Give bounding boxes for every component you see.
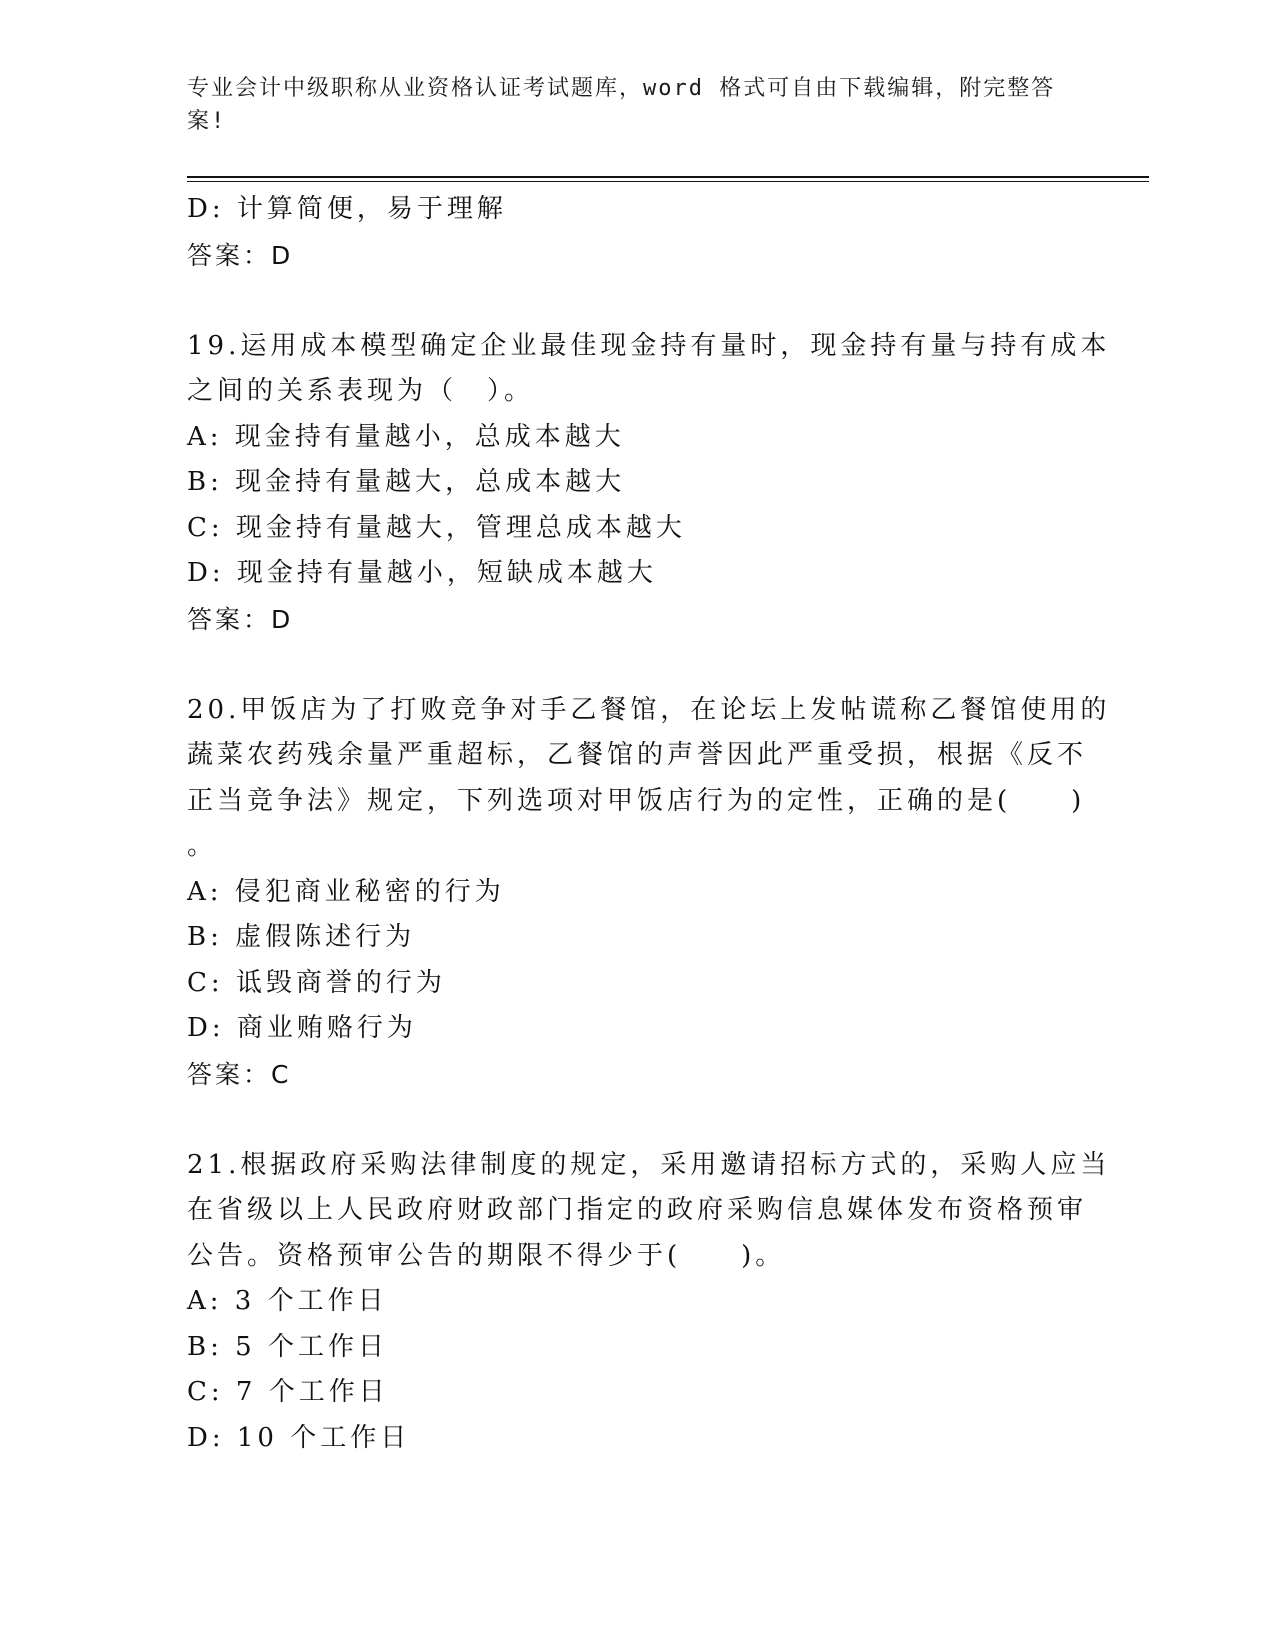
question-20-stem-line-1: 20.甲饭店为了打败竞争对手乙餐馆，在论坛上发帖谎称乙餐馆使用的 — [187, 694, 1111, 725]
question-19 — [187, 324, 1111, 643]
header-line-1: 专业会计中级职称从业资格认证考试题库，word 格式可自由下载编辑，附完整答 — [187, 76, 1056, 101]
question-19-stem-line-1: 19.运用成本模型确定企业最佳现金持有量时，现金持有量与持有成本 — [187, 330, 1111, 361]
question-20-option-d: D: 商业贿赂行为 — [187, 1013, 417, 1043]
question-21-stem-line-1: 21.根据政府采购法律制度的规定，采用邀请招标方式的，采购人应当 — [187, 1149, 1111, 1180]
spacer — [187, 1097, 1087, 1143]
question-21-option-b: B: 5 个工作日 — [187, 1331, 388, 1362]
question-21 — [187, 1143, 1111, 1462]
spacer — [187, 278, 1087, 324]
header-line-2: 案! — [187, 109, 227, 134]
question-20-stem-line-4: 。 — [187, 831, 218, 861]
question-19-stem-line-2: 之间的关系表现为（ ）。 — [187, 376, 535, 406]
document-body — [187, 187, 1111, 1461]
previous-option-d: D: 计算简便，易于理解 — [187, 194, 507, 224]
question-19-answer: 答案：D — [187, 604, 294, 634]
header-divider-thin — [187, 181, 1149, 182]
question-20-option-a: A: 侵犯商业秘密的行为 — [187, 876, 505, 907]
page-header — [187, 72, 1067, 138]
question-20-answer: 答案：C — [187, 1059, 292, 1089]
question-21-option-a: A: 3 个工作日 — [187, 1286, 388, 1316]
question-19-option-c: C: 现金持有量越大，管理总成本越大 — [187, 512, 686, 543]
question-19-option-d: D: 现金持有量越小，短缺成本越大 — [187, 558, 657, 588]
previous-answer: 答案：D — [187, 240, 294, 270]
question-20-stem-line-2: 蔬菜农药残余量严重超标，乙餐馆的声誉因此严重受损，根据《反不 — [187, 740, 1088, 770]
header-divider-thick — [187, 176, 1149, 178]
spacer — [187, 642, 1087, 688]
question-21-option-c: C: 7 个工作日 — [187, 1377, 389, 1407]
question-20-stem-line-3: 正当竞争法》规定，下列选项对甲饭店行为的定性，正确的是( ) — [187, 785, 1086, 816]
question-21-option-d: D: 10 个工作日 — [187, 1422, 411, 1453]
question-20-option-c: C: 诋毁商誉的行为 — [187, 967, 446, 998]
question-19-option-b: B: 现金持有量越大，总成本越大 — [187, 467, 626, 497]
question-20 — [187, 688, 1111, 1098]
question-21-stem-line-3: 公告。资格预审公告的期限不得少于( )。 — [187, 1240, 786, 1271]
question-20-option-b: B: 虚假陈述行为 — [187, 922, 416, 952]
question-21-stem-line-2: 在省级以上人民政府财政部门指定的政府采购信息媒体发布资格预审 — [187, 1195, 1088, 1225]
question-19-option-a: A: 现金持有量越小，总成本越大 — [187, 421, 625, 452]
